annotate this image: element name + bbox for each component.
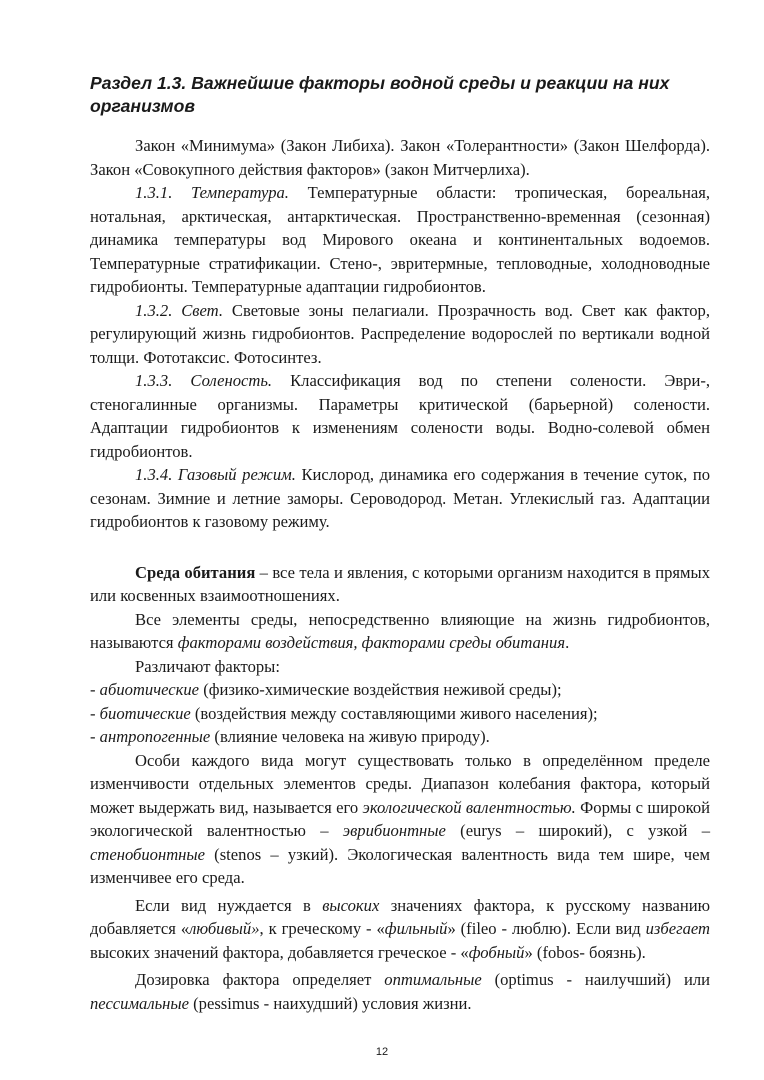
loving-text-3: , к греческому - « [259, 919, 385, 938]
temperature-title: 1.3.1. Температура. [135, 183, 289, 202]
loving-term-1: высоких [322, 895, 380, 915]
valence-term-3: стенобионтные [90, 844, 206, 864]
dosage-text-3: (pessimus - наихудший) условия жизни. [188, 993, 472, 1013]
light-text: Световые зоны пелагиали. Прозрачность вод. Свет как фактор, регулирующий жизнь гидробионтов. Распределение водорослей по вертикали водной толщи. Фототаксис. Фотосинтез. [90, 300, 710, 367]
gas-text: Кислород, динамика его содержания в течение суток, по сезонам. Зимние и летние заморы. Сероводород. Метан. Углекислый газ. Адаптации гидробионтов к газовому режиму. [90, 465, 710, 531]
distinguish-paragraph: Различают факторы: [135, 656, 280, 676]
valence-text-1: Особи каждого вида могут существовать только в определённом пределе изменчивости отдельных элементов среды. Диапазон колебания фактора, который может выдержать вид, называется его [90, 750, 710, 817]
factors-text: Все элементы среды, непосредственно влияющие на жизнь гидробионтов, называются [90, 609, 710, 652]
section-heading: Раздел 1.3. Важнейшие факторы водной среды и реакции на них организмов [90, 73, 670, 116]
loving-text-1: Если вид нуждается в [135, 895, 323, 915]
temperature-text: Температурные области: тропическая, бореальная, нотальная, арктическая, антарктическая. Пространственно-временная (сезонная) динамика температуры вод Мирового океана и континентальных водоемов. Температурные стратификации. Стено-, эвритермные, тепловодные, холодноводные гидробионты. Температурные адаптации гидробионтов. [90, 183, 710, 296]
loving-term-2: любивый» [189, 919, 260, 938]
gas-title: 1.3.4. Газовый режим. [135, 465, 296, 484]
habitat-paragraph [90, 561, 710, 608]
temperature-paragraph [90, 181, 710, 299]
dosage-text-1: Дозировка фактора определяет [135, 970, 385, 989]
page-content [90, 72, 710, 1015]
valence-text-4: (stenos – узкий). Экологическая валентность вида тем шире, чем изменчивее его среда. [90, 844, 710, 887]
gas-paragraph [90, 463, 710, 534]
valence-paragraph [90, 749, 710, 890]
valence-text-2: Формы с широкой экологической валентностью – [90, 797, 711, 840]
dosage-term-2: пессимальные [90, 993, 189, 1013]
factors-paragraph [90, 608, 710, 655]
habitat-term: Среда обитания [135, 562, 256, 582]
loving-term-4: избегает [645, 919, 710, 938]
dosage-text-2: (optimus - наилучший) или [481, 970, 710, 989]
list-item [90, 678, 710, 702]
salinity-paragraph [90, 369, 710, 463]
loving-text-5: высоких значений фактора, добавляется греческое - « [90, 942, 469, 962]
salinity-title: 1.3.3. Соленость. [135, 371, 273, 390]
loving-paragraph [90, 894, 710, 965]
light-title: 1.3.2. Свет. [135, 300, 223, 320]
loving-text-6: » (fobos- боязнь). [524, 942, 646, 962]
list-item-text: (воздействия между составляющими живого населения); [190, 703, 598, 723]
valence-text-3: (eurys – широкий), с узкой – [445, 821, 710, 840]
list-item-term: - антропогенные [90, 727, 211, 746]
valence-term-2: эврибионтные [342, 821, 446, 840]
list-item-text: (влияние человека на живую природу). [210, 727, 490, 746]
list-item-term: - биотические [90, 703, 191, 723]
list-item [90, 725, 710, 749]
dosage-term-1: оптимальные [384, 970, 482, 989]
loving-text-2: значениях фактора, к русскому названию добавляется « [90, 895, 710, 938]
light-paragraph [90, 299, 710, 370]
loving-term-3: фильный [384, 919, 448, 938]
list-item-term: - абиотические [90, 680, 200, 699]
factors-end: . [565, 633, 570, 652]
list-item [90, 702, 710, 726]
valence-term-1: экологической валентностью. [362, 797, 576, 817]
page-number: 12 [375, 1046, 389, 1058]
loving-text-4: » (fileo - люблю). Если вид [447, 919, 646, 938]
list-item-text: (физико-химические воздействия неживой среды); [199, 680, 562, 699]
laws-paragraph: Закон «Минимума» (Закон Либиха). Закон «Толерантности» (Закон Шелфорда). Закон «Совокупного действия факторов» (закон Митчерлиха). [90, 136, 710, 179]
loving-term-5: фобный [468, 942, 525, 962]
habitat-text: – все тела и явления, с которыми организм находится в прямых или косвенных взаимоотношениях. [90, 562, 710, 605]
dosage-paragraph [90, 968, 710, 1015]
factors-term: факторами воздействия, факторами среды обитания [177, 633, 566, 652]
salinity-text: Классификация вод по степени солености. Эври-, стеногалинные организмы. Параметры критической (барьерной) солености. Адаптации гидробионтов к изменениям солености воды. Водно-солевой обмен гидробионтов. [90, 371, 711, 461]
